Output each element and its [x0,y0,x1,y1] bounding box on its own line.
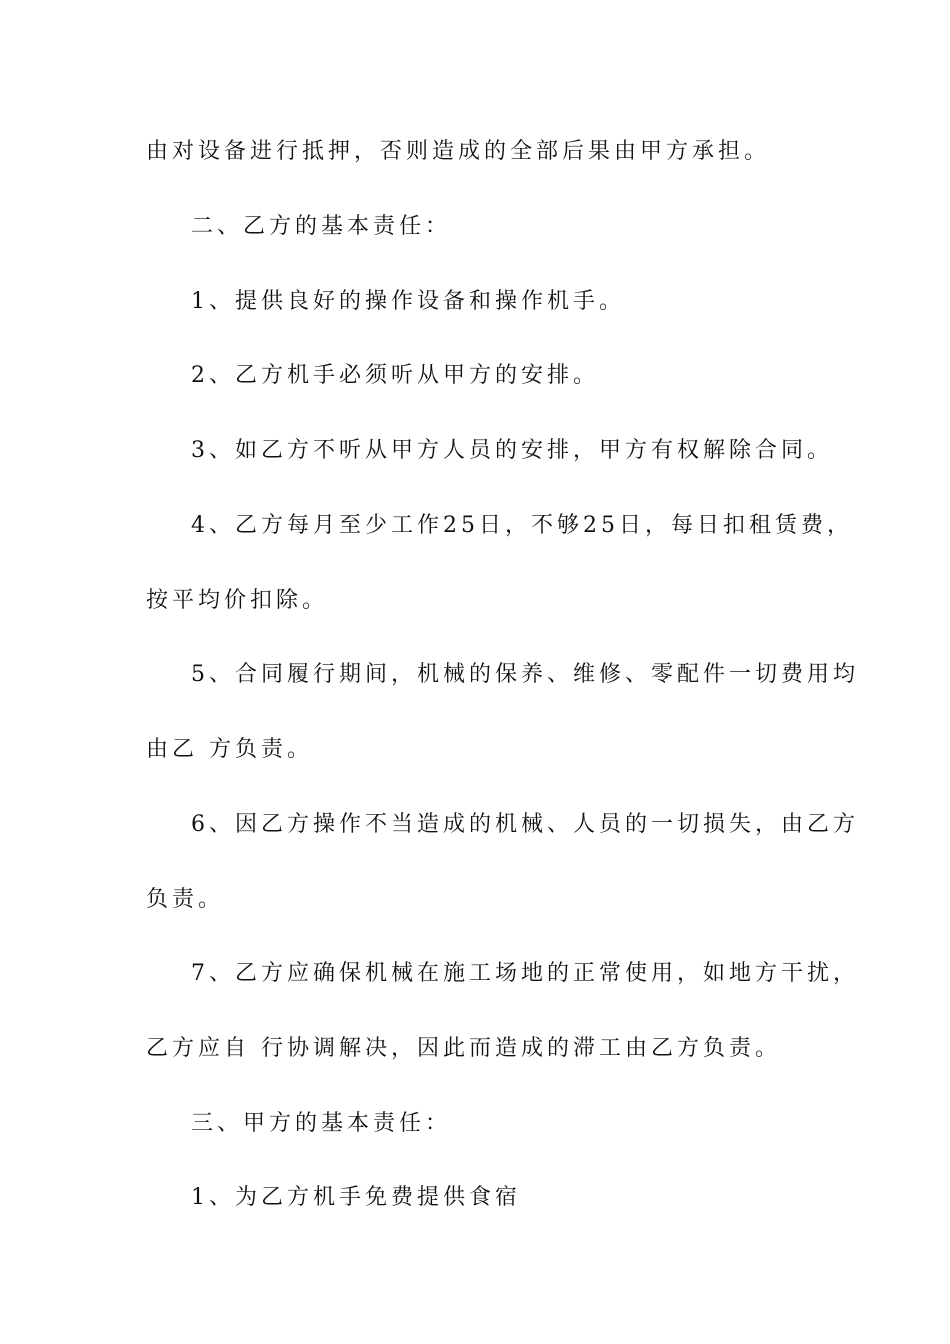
text-line: 7、乙方应确保机械在施工场地的正常使用，如地方干扰， [191,961,859,986]
text-line: 4、乙方每月至少工作25日，不够25日，每日扣租赁费， [191,513,853,538]
section-heading: 二、乙方的基本责任： [191,214,452,239]
text-line: 6、因乙方操作不当造成的机械、人员的一切损失，由乙方 [191,812,859,837]
text-line: 由对设备进行抵押，否则造成的全部后果由甲方承担。 [146,139,771,164]
text-line: 按平均价扣除。 [146,588,329,613]
text-line: 3、如乙方不听从甲方人员的安排，甲方有权解除合同。 [191,438,833,463]
section-heading: 三、甲方的基本责任： [191,1111,452,1136]
text-line: 1、提供良好的操作设备和操作机手。 [191,289,625,314]
text-line: 乙方应自 行协调解决，因此而造成的滞工由乙方负责。 [146,1036,781,1061]
text-line: 2、乙方机手必须听从甲方的安排。 [191,363,599,388]
text-line: 1、为乙方机手免费提供食宿 [191,1185,521,1210]
text-line: 由乙 方负责。 [146,737,313,762]
text-line: 5、合同履行期间，机械的保养、维修、零配件一切费用均 [191,662,859,687]
text-line: 负责。 [146,887,225,912]
